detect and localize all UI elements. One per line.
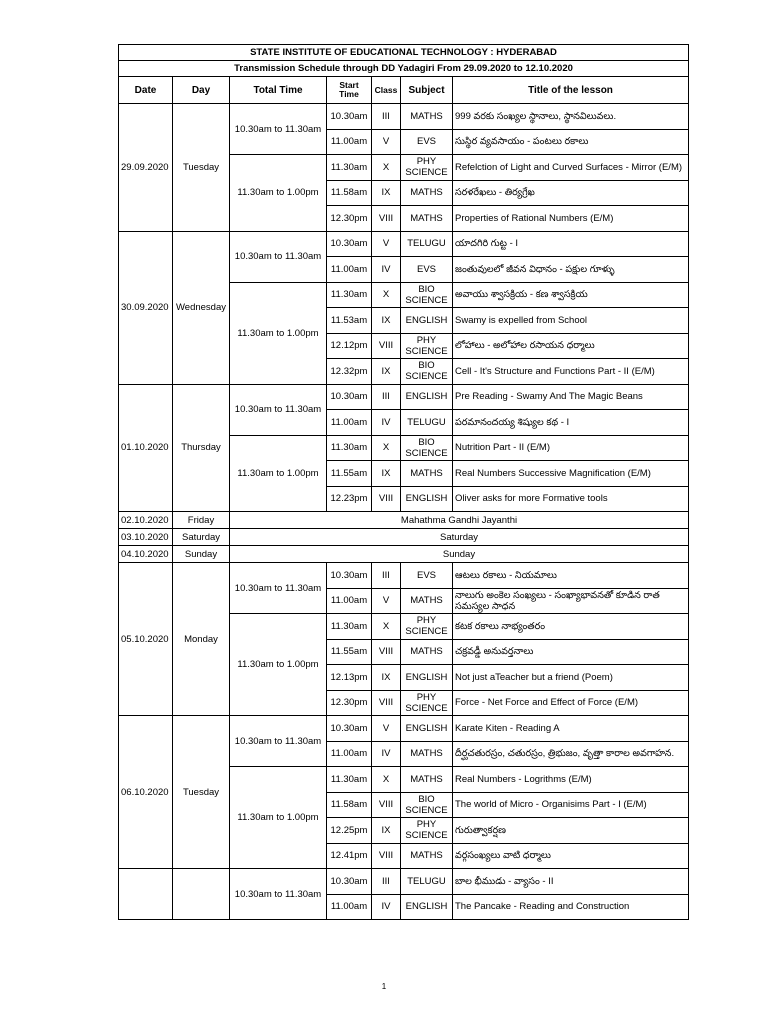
- class-cell: IX: [372, 665, 401, 691]
- class-cell: X: [372, 614, 401, 640]
- class-cell: III: [372, 869, 401, 895]
- lesson-title-cell: Properties of Rational Numbers (E/M): [453, 206, 689, 232]
- subject-cell: ENGLISH: [401, 308, 453, 334]
- total-time-cell: 10.30am to 11.30am: [230, 869, 327, 920]
- lesson-title-cell: చక్రవడ్డీ అనువర్తనాలు: [453, 639, 689, 665]
- subject-cell: MATHS: [401, 843, 453, 869]
- class-cell: VIII: [372, 792, 401, 818]
- class-cell: X: [372, 767, 401, 793]
- day-cell: Friday: [173, 512, 230, 529]
- lesson-title-cell: ఆటలు రకాలు - నియమాలు: [453, 563, 689, 589]
- lesson-title-cell: నాలుగు అంకెల సంఖ్యలు - సంఖ్యాభావనతో కూడిన రాత సమస్యల సాధన: [453, 588, 689, 614]
- total-time-cell: 10.30am to 11.30am: [230, 716, 327, 767]
- total-time-cell: 10.30am to 11.30am: [230, 384, 327, 435]
- lesson-title-cell: జంతువులలో జీవన విధానం - పక్షుల గూళ్ళు: [453, 257, 689, 283]
- start-time-cell: 11.30am: [327, 614, 372, 640]
- header-row-2: [119, 61, 689, 77]
- start-time-cell: 11.00am: [327, 741, 372, 767]
- subject-cell: TELUGU: [401, 410, 453, 436]
- table-row: [119, 869, 689, 895]
- subject-cell: PHY SCIENCE: [401, 614, 453, 640]
- class-cell: V: [372, 231, 401, 257]
- total-time-cell: 11.30am to 1.00pm: [230, 155, 327, 232]
- lesson-title-cell: Nutrition Part - II (E/M): [453, 435, 689, 461]
- class-cell: VIII: [372, 690, 401, 716]
- start-time-cell: 10.30am: [327, 716, 372, 742]
- total-time-cell: 10.30am to 11.30am: [230, 104, 327, 155]
- start-time-cell: 12.30pm: [327, 690, 372, 716]
- start-time-cell: 11.58am: [327, 180, 372, 206]
- class-cell: III: [372, 563, 401, 589]
- day-cell: Saturday: [173, 529, 230, 546]
- day-cell: Sunday: [173, 546, 230, 563]
- subject-cell: PHY SCIENCE: [401, 818, 453, 844]
- subject-cell: MATHS: [401, 180, 453, 206]
- lesson-title-cell: పరమానందయ్య శిష్యుల కథ - I: [453, 410, 689, 436]
- subject-cell: BIO SCIENCE: [401, 359, 453, 385]
- col-day: Day: [173, 77, 230, 104]
- date-cell: 02.10.2020: [119, 512, 173, 529]
- date-cell: 06.10.2020: [119, 716, 173, 869]
- subject-cell: ENGLISH: [401, 894, 453, 920]
- class-cell: IX: [372, 818, 401, 844]
- class-cell: IV: [372, 257, 401, 283]
- class-cell: IX: [372, 308, 401, 334]
- column-header-row: [119, 77, 689, 104]
- subject-cell: PHY SCIENCE: [401, 155, 453, 181]
- lesson-title-cell: The Pancake - Reading and Construction: [453, 894, 689, 920]
- class-cell: VIII: [372, 486, 401, 512]
- class-cell: III: [372, 384, 401, 410]
- lesson-title-cell: యాదగిరి గుట్ట - I: [453, 231, 689, 257]
- subject-cell: BIO SCIENCE: [401, 435, 453, 461]
- start-time-cell: 11.30am: [327, 435, 372, 461]
- start-time-cell: 11.30am: [327, 282, 372, 308]
- lesson-title-cell: బాల భీముడు - వ్యాసం - II: [453, 869, 689, 895]
- start-time-cell: 12.23pm: [327, 486, 372, 512]
- table-row: [119, 231, 689, 257]
- total-time-cell: 10.30am to 11.30am: [230, 231, 327, 282]
- holiday-note: Sunday: [230, 546, 689, 563]
- lesson-title-cell: Force - Net Force and Effect of Force (E/M): [453, 690, 689, 716]
- class-cell: V: [372, 588, 401, 614]
- lesson-title-cell: Not just aTeacher but a friend (Poem): [453, 665, 689, 691]
- class-cell: VIII: [372, 333, 401, 359]
- schedule-title: Transmission Schedule through DD Yadagiri From 29.09.2020 to 12.10.2020: [119, 61, 689, 77]
- class-cell: V: [372, 716, 401, 742]
- date-cell: 29.09.2020: [119, 104, 173, 232]
- total-time-cell: 11.30am to 1.00pm: [230, 282, 327, 384]
- start-time-cell: 12.12pm: [327, 333, 372, 359]
- date-cell: 03.10.2020: [119, 529, 173, 546]
- day-cell: Tuesday: [173, 104, 230, 232]
- start-time-cell: 10.30am: [327, 869, 372, 895]
- start-time-cell: 10.30am: [327, 104, 372, 130]
- subject-cell: MATHS: [401, 741, 453, 767]
- subject-cell: EVS: [401, 257, 453, 283]
- start-time-cell: 12.41pm: [327, 843, 372, 869]
- institute-title: STATE INSTITUTE OF EDUCATIONAL TECHNOLOGY : HYDERABAD: [119, 45, 689, 61]
- start-time-cell: 11.00am: [327, 129, 372, 155]
- day-cell: Tuesday: [173, 716, 230, 869]
- lesson-title-cell: Real Numbers - Logrithms (E/M): [453, 767, 689, 793]
- lesson-title-cell: Refelction of Light and Curved Surfaces - Mirror (E/M): [453, 155, 689, 181]
- date-cell: 04.10.2020: [119, 546, 173, 563]
- col-subject: Subject: [401, 77, 453, 104]
- col-class: Class: [372, 77, 401, 104]
- holiday-note: Saturday: [230, 529, 689, 546]
- table-row: [119, 716, 689, 742]
- holiday-note: Mahathma Gandhi Jayanthi: [230, 512, 689, 529]
- subject-cell: EVS: [401, 129, 453, 155]
- start-time-cell: 11.30am: [327, 767, 372, 793]
- date-cell: 01.10.2020: [119, 384, 173, 512]
- start-time-cell: 11.53am: [327, 308, 372, 334]
- lesson-title-cell: వర్గసంఖ్యలు వాటి ధర్మాలు: [453, 843, 689, 869]
- start-time-cell: 10.30am: [327, 231, 372, 257]
- class-cell: VIII: [372, 843, 401, 869]
- subject-cell: PHY SCIENCE: [401, 690, 453, 716]
- subject-cell: ENGLISH: [401, 486, 453, 512]
- subject-cell: MATHS: [401, 104, 453, 130]
- subject-cell: TELUGU: [401, 231, 453, 257]
- lesson-title-cell: The world of Micro - Organisims Part - I (E/M): [453, 792, 689, 818]
- class-cell: IX: [372, 180, 401, 206]
- subject-cell: EVS: [401, 563, 453, 589]
- start-time-cell: 11.00am: [327, 257, 372, 283]
- date-cell: 30.09.2020: [119, 231, 173, 384]
- lesson-title-cell: సరళరేఖలు - తిర్యగ్రేఖ: [453, 180, 689, 206]
- lesson-title-cell: Swamy is expelled from School: [453, 308, 689, 334]
- subject-cell: ENGLISH: [401, 665, 453, 691]
- start-time-cell: 11.55am: [327, 461, 372, 487]
- lesson-title-cell: Real Numbers Successive Magnification (E/M): [453, 461, 689, 487]
- subject-cell: MATHS: [401, 639, 453, 665]
- table-row: [119, 563, 689, 589]
- total-time-cell: 11.30am to 1.00pm: [230, 767, 327, 869]
- start-time-cell: 10.30am: [327, 384, 372, 410]
- date-cell: 05.10.2020: [119, 563, 173, 716]
- start-time-cell: 11.58am: [327, 792, 372, 818]
- date-cell: [119, 869, 173, 920]
- class-cell: IX: [372, 359, 401, 385]
- start-time-cell: 11.00am: [327, 410, 372, 436]
- start-time-cell: 12.25pm: [327, 818, 372, 844]
- start-time-cell: 10.30am: [327, 563, 372, 589]
- col-start-time: Start Time: [327, 77, 372, 104]
- day-cell: Wednesday: [173, 231, 230, 384]
- subject-cell: MATHS: [401, 206, 453, 232]
- start-time-cell: 11.55am: [327, 639, 372, 665]
- day-cell: [173, 869, 230, 920]
- col-date: Date: [119, 77, 173, 104]
- start-time-cell: 11.30am: [327, 155, 372, 181]
- lesson-title-cell: దీర్ఘచతురస్రం, చతురస్రం, త్రిభుజం, వృత్తా కారాల అవగాహన.: [453, 741, 689, 767]
- subject-cell: TELUGU: [401, 869, 453, 895]
- class-cell: IV: [372, 894, 401, 920]
- class-cell: IX: [372, 461, 401, 487]
- table-row: [119, 104, 689, 130]
- schedule-table: [118, 44, 689, 920]
- total-time-cell: 10.30am to 11.30am: [230, 563, 327, 614]
- lesson-title-cell: Pre Reading - Swamy And The Magic Beans: [453, 384, 689, 410]
- lesson-title-cell: గురుత్వాకర్షణ: [453, 818, 689, 844]
- lesson-title-cell: Cell - It's Structure and Functions Part - II (E/M): [453, 359, 689, 385]
- holiday-row: [119, 512, 689, 529]
- lesson-title-cell: లోహాలు - అలోహాల రసాయన ధర్మాలు: [453, 333, 689, 359]
- table-row: [119, 384, 689, 410]
- start-time-cell: 12.32pm: [327, 359, 372, 385]
- class-cell: IV: [372, 410, 401, 436]
- lesson-title-cell: కటక రకాలు నాభ్యంతరం: [453, 614, 689, 640]
- subject-cell: MATHS: [401, 767, 453, 793]
- col-total-time: Total Time: [230, 77, 327, 104]
- lesson-title-cell: Oliver asks for more Formative tools: [453, 486, 689, 512]
- class-cell: VIII: [372, 206, 401, 232]
- class-cell: IV: [372, 741, 401, 767]
- class-cell: X: [372, 155, 401, 181]
- total-time-cell: 11.30am to 1.00pm: [230, 614, 327, 716]
- class-cell: VIII: [372, 639, 401, 665]
- start-time-cell: 11.00am: [327, 894, 372, 920]
- page-number: 1: [381, 982, 387, 991]
- lesson-title-cell: Karate Kiten - Reading A: [453, 716, 689, 742]
- lesson-title-cell: అవాయు శ్వాసక్రియ - కణ శ్వాసక్రియ: [453, 282, 689, 308]
- total-time-cell: 11.30am to 1.00pm: [230, 435, 327, 512]
- subject-cell: ENGLISH: [401, 384, 453, 410]
- subject-cell: ENGLISH: [401, 716, 453, 742]
- class-cell: V: [372, 129, 401, 155]
- subject-cell: BIO SCIENCE: [401, 282, 453, 308]
- col-title: Title of the lesson: [453, 77, 689, 104]
- header-row-1: [119, 45, 689, 61]
- start-time-cell: 12.13pm: [327, 665, 372, 691]
- class-cell: III: [372, 104, 401, 130]
- subject-cell: PHY SCIENCE: [401, 333, 453, 359]
- class-cell: X: [372, 435, 401, 461]
- day-cell: Monday: [173, 563, 230, 716]
- subject-cell: BIO SCIENCE: [401, 792, 453, 818]
- holiday-row: [119, 529, 689, 546]
- day-cell: Thursday: [173, 384, 230, 512]
- start-time-cell: 12.30pm: [327, 206, 372, 232]
- subject-cell: MATHS: [401, 588, 453, 614]
- class-cell: X: [372, 282, 401, 308]
- lesson-title-cell: 999 వరకు సంఖ్యల స్థానాలు, స్థానవిలువలు.: [453, 104, 689, 130]
- holiday-row: [119, 546, 689, 563]
- subject-cell: MATHS: [401, 461, 453, 487]
- lesson-title-cell: సుస్థిర వ్యవసాయం - పంటలు రకాలు: [453, 129, 689, 155]
- start-time-cell: 11.00am: [327, 588, 372, 614]
